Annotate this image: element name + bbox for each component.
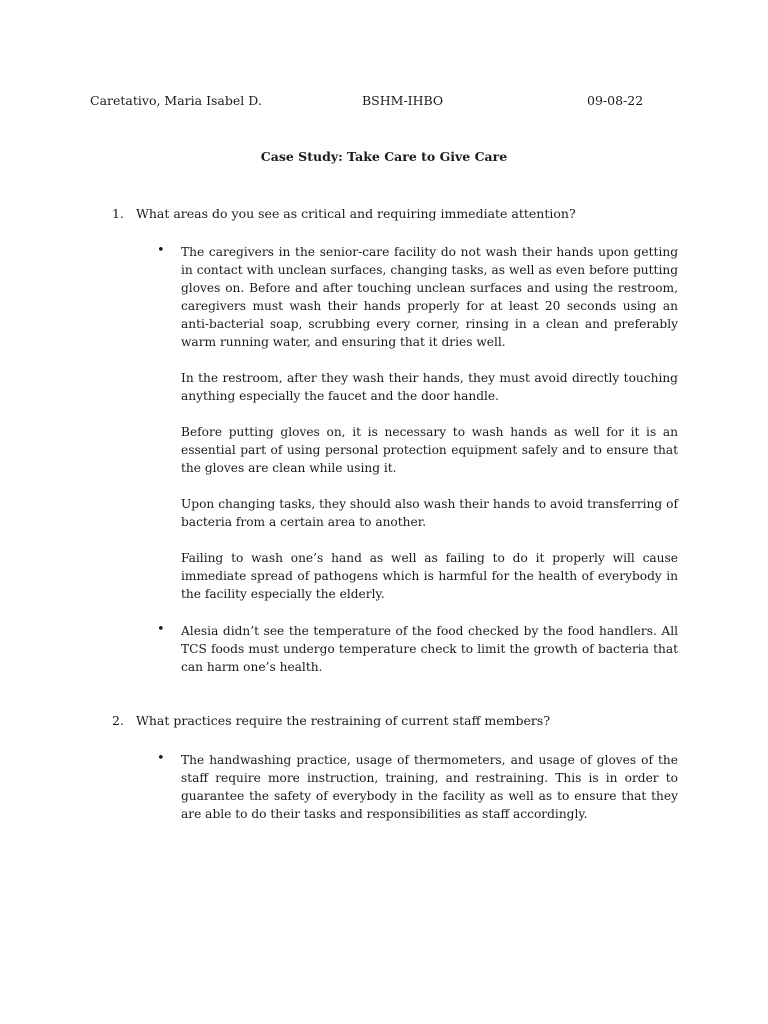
answer-paragraph: Failing to wash one’s hand as well as failing to do it properly will cause immediate spread of pathogens which is harmful for the health of everybody in the facility especially the elderly. bbox=[181, 551, 678, 601]
student-name: Caretativo, Maria Isabel D. bbox=[90, 93, 262, 108]
answer-paragraph: Alesia didn’t see the temperature of the food checked by the food handlers. All TCS foods must undergo temperature check to limit the growth of bacteria that can harm one’s health. bbox=[181, 624, 678, 674]
bullet-marker: • bbox=[157, 243, 165, 258]
answer-paragraph: The caregivers in the senior-care facility do not wash their hands upon getting in contact with unclean surfaces, changing tasks, as well as even before putting gloves on. Before and after touching unclean surfaces and using the restroom, caregivers must wash their hands properly for at least 20 seconds using an anti-bacterial soap, scrubbing every corner, rinsing in a clean and preferably warm running water, and ensuring that it dries well. bbox=[181, 245, 678, 349]
answer-paragraph: Upon changing tasks, they should also wash their hands to avoid transferring of bacteria from a certain area to another. bbox=[181, 497, 678, 529]
document-date: 09-08-22 bbox=[587, 93, 644, 108]
document-title: Case Study: Take Care to Give Care bbox=[260, 149, 508, 164]
question-2 bbox=[112, 713, 692, 728]
question-text: What practices require the restraining of current staff members? bbox=[136, 713, 551, 728]
document-header bbox=[90, 93, 690, 113]
question-1 bbox=[112, 206, 692, 221]
answer-paragraph: In the restroom, after they wash their hands, they must avoid directly touching anything especially the faucet and the door handle. bbox=[181, 371, 678, 403]
bullet-marker: • bbox=[157, 751, 165, 766]
bullet-marker: • bbox=[157, 622, 165, 637]
question-number: 1. bbox=[112, 206, 124, 221]
question-text: What areas do you see as critical and requiring immediate attention? bbox=[136, 206, 576, 221]
answer-paragraph: The handwashing practice, usage of thermometers, and usage of gloves of the staff require more instruction, training, and restraining. This is in order to guarantee the safety of everybody in the facility as well as to ensure that they are able to do their tasks and responsibilities as staff accordingly. bbox=[181, 753, 678, 821]
question-number: 2. bbox=[112, 713, 124, 728]
answer-paragraph: Before putting gloves on, it is necessary to wash hands as well for it is an essential part of using personal protection equipment safely and to ensure that the gloves are clean while using it. bbox=[181, 425, 678, 475]
course-code: BSHM-IHBO bbox=[362, 93, 444, 108]
